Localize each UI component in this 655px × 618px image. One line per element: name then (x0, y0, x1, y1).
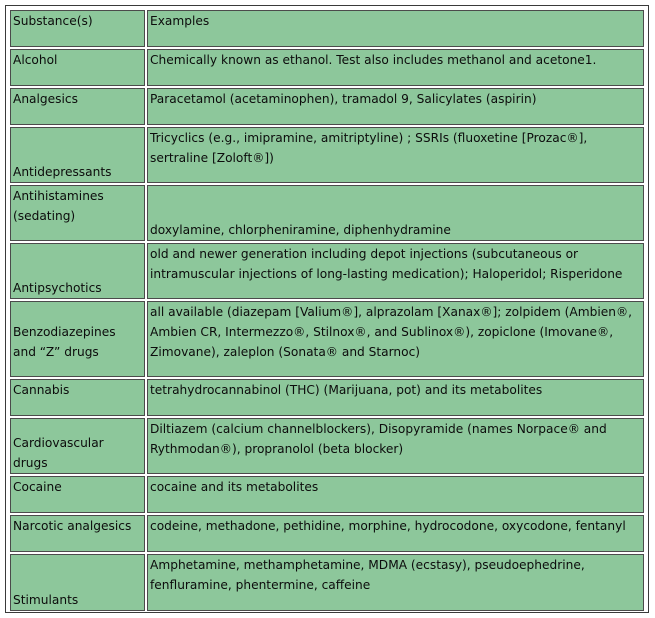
table-row (10, 554, 644, 611)
table-row (10, 476, 644, 513)
substance-name: Cardiovascular drugs (13, 436, 104, 470)
table-row (10, 88, 644, 125)
header-substance-label: Substance(s) (13, 14, 93, 28)
examples-text: all available (diazepam [Valium®], alprazolam [Xanax®]; zolpidem (Ambien®, Ambien CR, Intermezzo®, Stilnox®, and Sublinox®), zopiclone (Imovane®, Zimovane), zaleplon (Sonata® and Starnoc) (150, 305, 633, 359)
examples-text: cocaine and its metabolites (150, 480, 319, 494)
examples-cell (147, 49, 644, 86)
substance-name: Narcotic analgesics (13, 519, 132, 533)
examples-cell (147, 243, 644, 299)
examples-text: old and newer generation including depot injections (subcutaneous or intramuscular injections of long-lasting medication); Haloperidol; Risperidone (150, 247, 623, 281)
table-row (10, 243, 644, 299)
substances-table-frame (5, 5, 649, 613)
header-examples-cell (147, 10, 644, 47)
examples-text: Chemically known as ethanol. Test also includes methanol and acetone1. (150, 53, 597, 67)
examples-text: Amphetamine, methamphetamine, MDMA (ecstasy), pseudoephedrine, fenfluramine, phentermine, caffeine (150, 558, 585, 592)
substance-name: Antidepressants (13, 165, 112, 179)
examples-cell (147, 379, 644, 416)
table-row (10, 127, 644, 183)
examples-cell (147, 185, 644, 241)
substance-cell (10, 301, 145, 377)
substance-name: Alcohol (13, 53, 58, 67)
examples-text: Diltiazem (calcium channelblockers), Disopyramide (names Norpace® and Rythmodan®), propranolol (beta blocker) (150, 422, 607, 456)
substance-name: Analgesics (13, 92, 78, 106)
table-row (10, 49, 644, 86)
examples-cell (147, 127, 644, 183)
substance-name: Antipsychotics (13, 281, 102, 295)
substance-cell (10, 379, 145, 416)
examples-text: Tricyclics (e.g., imipramine, amitriptyline) ; SSRIs (fluoxetine [Prozac®], sertraline [Zoloft®]) (150, 131, 588, 165)
examples-text: Paracetamol (acetaminophen), tramadol 9, Salicylates (aspirin) (150, 92, 537, 106)
substance-cell (10, 418, 145, 474)
substance-cell (10, 49, 145, 86)
substance-name: Stimulants (13, 593, 79, 607)
substance-cell (10, 243, 145, 299)
table-row (10, 301, 644, 377)
examples-text: codeine, methadone, pethidine, morphine, hydrocodone, oxycodone, fentanyl (150, 519, 626, 533)
substance-cell (10, 127, 145, 183)
substances-table (8, 8, 646, 613)
substance-name: Cannabis (13, 383, 70, 397)
examples-cell (147, 476, 644, 513)
examples-cell (147, 515, 644, 552)
examples-cell (147, 301, 644, 377)
table-row (10, 185, 644, 241)
header-examples-label: Examples (150, 14, 210, 28)
table-row (10, 515, 644, 552)
examples-text: doxylamine, chlorpheniramine, diphenhydramine (150, 223, 451, 237)
examples-cell (147, 418, 644, 474)
examples-text: tetrahydrocannabinol (THC) (Marijuana, pot) and its metabolites (150, 383, 543, 397)
substance-cell (10, 88, 145, 125)
examples-cell (147, 554, 644, 611)
substance-cell (10, 554, 145, 611)
substance-cell (10, 515, 145, 552)
table-header-row (10, 10, 644, 47)
substance-name: Antihistamines (sedating) (13, 189, 104, 223)
header-substance-cell (10, 10, 145, 47)
table-row (10, 418, 644, 474)
examples-cell (147, 88, 644, 125)
substance-name: Cocaine (13, 480, 62, 494)
table-row (10, 379, 644, 416)
substance-name: Benzodiazepines and “Z” drugs (13, 325, 116, 359)
substance-cell (10, 185, 145, 241)
substance-cell (10, 476, 145, 513)
